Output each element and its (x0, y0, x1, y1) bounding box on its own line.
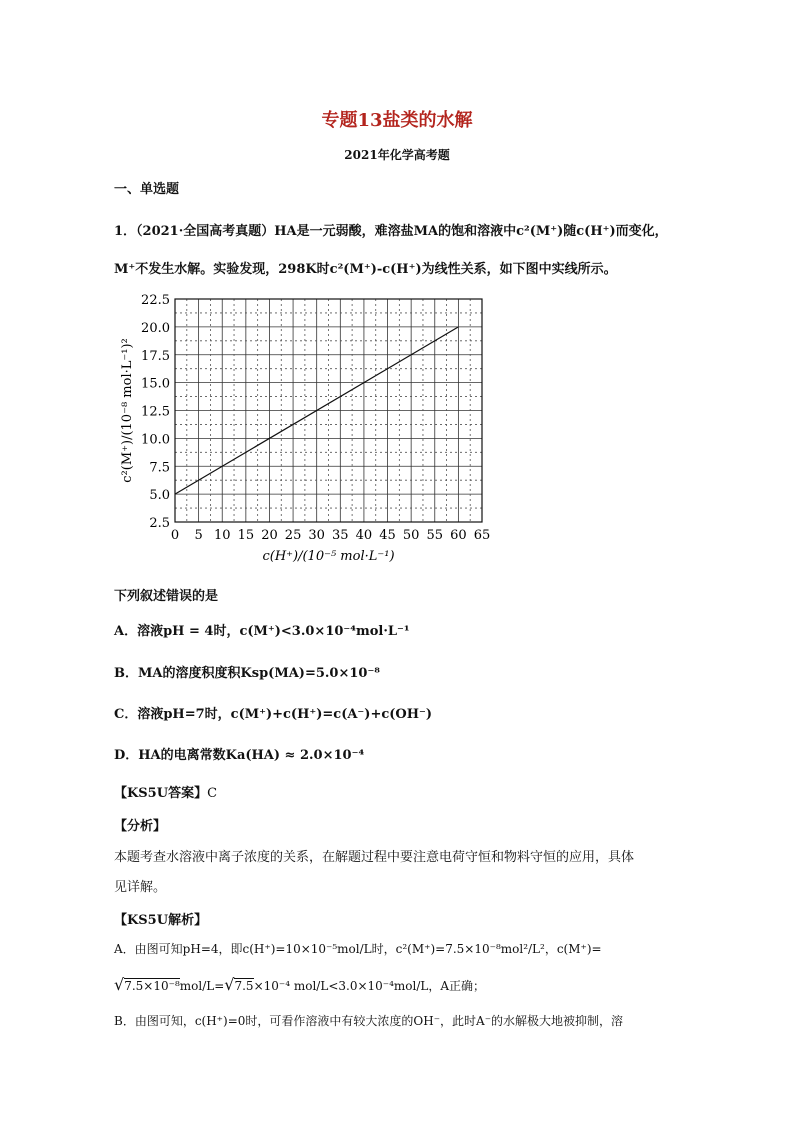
page-subtitle: 2021年化学高考题 (344, 148, 450, 162)
option-b: B．MA的溶度积度积Ksp(MA)=5.0×10⁻⁸ (114, 666, 380, 681)
solution-label: 【KS5U解析】 (114, 913, 208, 928)
y-tick-label: 12.5 (141, 404, 170, 420)
question-prompt: 下列叙述错误的是 (114, 589, 219, 604)
page-title: 专题13盐类的水解 (321, 110, 473, 131)
option-c: C．溶液pH=7时，c(M⁺)+c(H⁺)=c(A⁻)+c(OH⁻) (114, 707, 433, 722)
answer-label: 【KS5U答案】 (114, 786, 208, 801)
solution-a-line-2 (114, 975, 485, 994)
sqrt-radicand: 7.5×10⁻⁸ (124, 979, 180, 993)
x-tick-label: 15 (237, 528, 255, 543)
solution-b-line-1: B．由图可知，c(H⁺)=0时，可看作溶液中有较大浓度的OH⁻，此时A⁻的水解极大地被抑制，溶 (114, 1014, 624, 1028)
x-axis-label: c(H⁺)/(10⁻⁵ mol·L⁻¹) (262, 549, 395, 564)
sqrt-icon: √ (114, 975, 125, 994)
chart-grid (175, 299, 482, 522)
x-tick-label: 55 (426, 528, 444, 543)
x-tick-label: 35 (332, 528, 349, 543)
y-tick-label: 20.0 (141, 320, 170, 336)
y-tick-label: 17.5 (141, 348, 170, 364)
x-tick-label: 40 (355, 528, 373, 543)
y-tick-label: 10.0 (141, 432, 170, 448)
y-tick-label: 15.0 (141, 376, 170, 392)
linear-chart (112, 292, 492, 570)
solution-a-mid: mol/L= (179, 979, 225, 993)
x-tick-label: 25 (284, 528, 302, 543)
sqrt-icon-2: √ (224, 975, 235, 994)
x-tick-label: 10 (213, 528, 231, 543)
y-tick-label: 2.5 (149, 516, 170, 531)
y-tick-label: 22.5 (141, 293, 170, 308)
x-tick-label: 45 (379, 528, 396, 543)
option-d: D．HA的电离常数Ka(HA) ≈ 2.0×10⁻⁴ (114, 748, 365, 763)
sqrt-radicand-2: 7.5 (234, 979, 254, 993)
x-tick-label: 20 (261, 528, 278, 543)
chart-ticks (141, 293, 490, 543)
x-tick-label: 5 (194, 528, 203, 543)
section-heading: 一、单选题 (114, 182, 180, 197)
solution-a-line-1: A．由图可知pH=4，即c(H⁺)=10×10⁻⁵mol/L时，c²(M⁺)=7.5×10⁻⁸mol²/L²，c(M⁺)= (114, 942, 602, 956)
analysis-line-1: 本题考查水溶液中离子浓度的关系，在解题过程中要注意电荷守恒和物料守恒的应用，具体 (114, 850, 635, 865)
question-1-line-1: 1．（2021·全国高考真题）HA是一元弱酸，难溶盐MA的饱和溶液中c²(M⁺)随c(H⁺)而变化， (114, 224, 668, 239)
x-tick-label: 60 (450, 528, 467, 543)
x-tick-label: 65 (473, 528, 491, 543)
y-axis-label: c²(M⁺)/(10⁻⁸ mol·L⁻¹)² (120, 338, 135, 483)
analysis-line-2: 见详解。 (114, 880, 167, 895)
answer-line (114, 782, 217, 801)
x-tick-label: 0 (170, 528, 180, 543)
y-tick-label: 5.0 (149, 488, 170, 504)
question-1-line-2: M⁺不发生水解。实验发现，298K时c²(M⁺)-c(H⁺)为线性关系，如下图中实线所示。 (114, 262, 617, 277)
x-tick-label: 50 (402, 528, 420, 543)
option-a: A．溶液pH = 4时，c(M⁺)<3.0×10⁻⁴mol·L⁻¹ (114, 624, 410, 639)
solution-a-tail: ×10⁻⁴ mol/L<3.0×10⁻⁴mol/L，A正确； (253, 979, 486, 993)
y-tick-label: 7.5 (149, 460, 170, 476)
answer-value: C (207, 786, 218, 801)
x-tick-label: 30 (308, 528, 325, 543)
analysis-label: 【分析】 (114, 819, 167, 834)
